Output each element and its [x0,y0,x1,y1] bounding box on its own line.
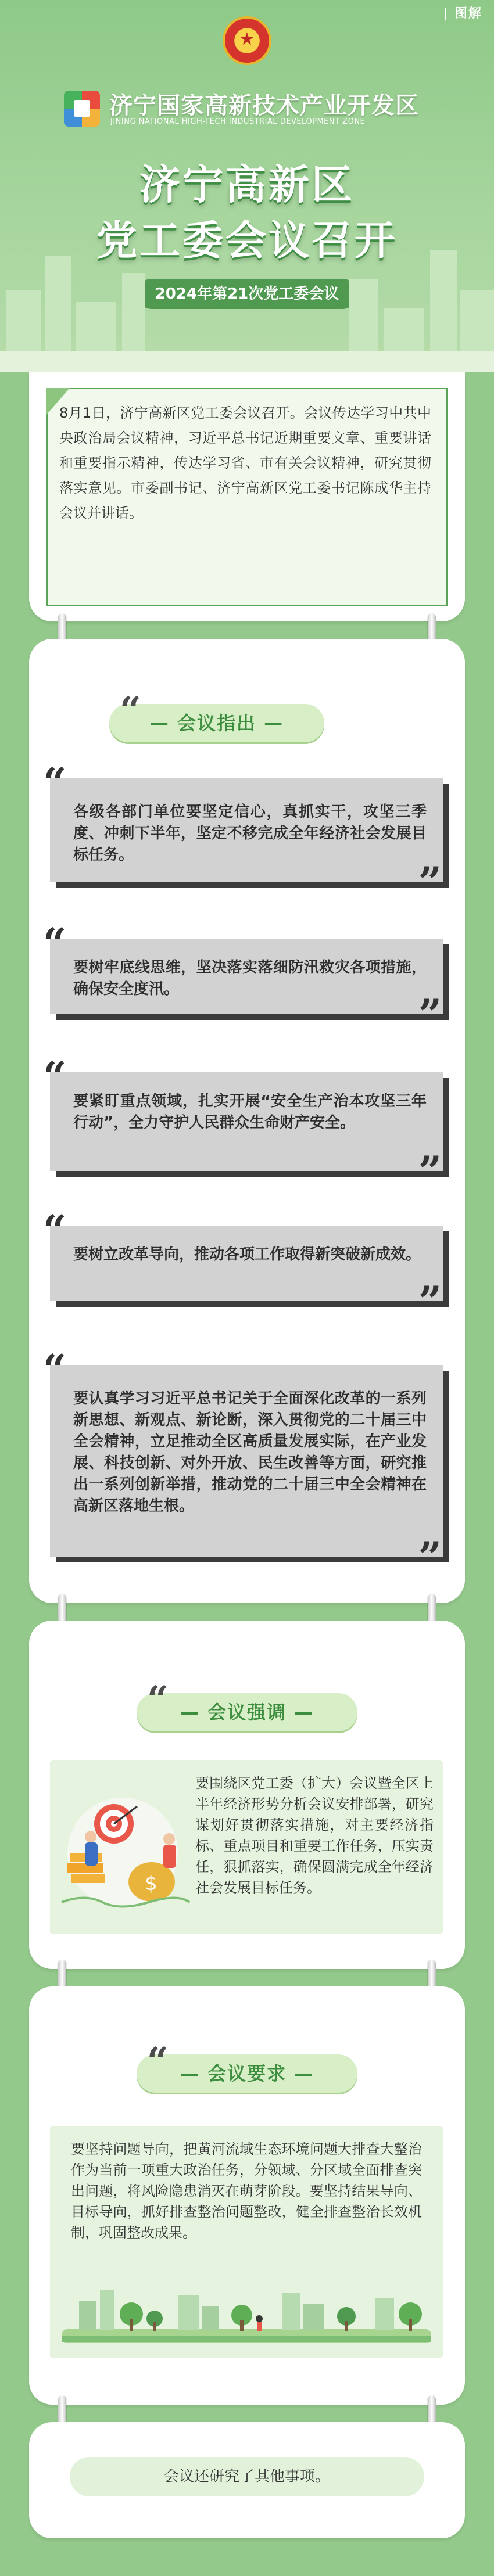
quote-text: 各级各部门单位要坚定信心，真抓实干，攻坚三季度、冲刺下半年，坚定不移完成全年经济社会发展目标任务。 [73,803,427,864]
content-box [50,2126,443,2358]
quote-open-icon: “ [43,759,67,807]
quote-open-icon: “ [43,1345,67,1393]
section-heading-text: — 会议强调 — [180,1701,314,1723]
section-heading-text: — 会议指出 — [149,712,284,734]
emblem-star: ★ [239,29,255,49]
quote-text: 要树立改革导向，推动各项工作取得新突破新成效。 [73,1246,421,1263]
quote-text: 要树牢底线思维，坚决落实落细防汛救灾各项措施，确保安全度汛。 [73,959,427,998]
quote-open-icon: “ [120,689,141,732]
quote-box [43,1052,443,1195]
content-text: 要围绕区党工委（扩大）会议暨全区上半年经济形势分析会议安排部署，研究谋划好贯彻落实措施，对主要经济指标、重点项目和重要工作任务，压实责任，狠抓落实，确保圆满完成全年经济社会发展目标任务。 [195,1775,434,1896]
quote-open-icon: “ [147,2039,169,2083]
quote-open-icon: “ [43,1052,67,1101]
quote-box [43,1206,443,1325]
header-banner [0,0,494,372]
section-heading-text: — 会议要求 — [180,2063,314,2085]
section-heading-emphasized [137,1678,357,1731]
quote-open-icon: “ [43,1206,67,1254]
quote-close-icon: ” [418,1147,442,1195]
section-heading-pointed-out [109,689,324,742]
quote-close-icon: ” [418,1533,442,1581]
quote-open-icon: “ [147,1678,169,1722]
organization-name-cn: 济宁国家高新技术产业开发区 [109,92,419,119]
city-landscape-illustration-icon [62,2278,431,2348]
content-text: 要坚持问题导向，把黄河流域生态环境问题大排查大整治作为当前一项重大政治任务，分领域、分区域全面排查突出问题，将风险隐患消灭在萌芽阶段。要坚持结果导向、目标导向，抓好排查整治问题整改，健全排查整治长效机制，巩固整改成果。 [71,2141,422,2241]
infographic-tag: | 图解 [443,6,482,21]
organization-logo [64,87,436,134]
meeting-subtitle: 2024年第21次党工委会议 [137,279,357,309]
quote-box [43,759,443,906]
business-illustration-icon [50,1783,195,1917]
svg-text:$: $ [145,1872,157,1895]
footer-text: 会议还研究了其他事项。 [70,2457,424,2496]
section-heading-requirements [137,2039,357,2093]
organization-name-en: JINING NATIONAL HIGH-TECH INDUSTRIAL DEVELOPMENT ZONE [110,117,366,126]
quote-close-icon: ” [418,990,442,1039]
quote-text: 要认真学习习近平总书记关于全面深化改革的一系列新思想、新观点、新论断，深入贯彻党的二十届三中全会精神，立足推动全区高质量发展实际，在产业发展、科技创新、对外开放、民生改善等方面，研究推出一系列创新举措，推动党的二十届三中全会精神在高新区落地生根。 [73,1390,427,1515]
quote-close-icon: ” [418,858,442,906]
national-emblem-icon [223,16,271,65]
page-title-line2: 党工委会议召开 [96,217,398,264]
zone-logo-icon [64,91,100,127]
quote-box [43,1345,443,1581]
content-box [50,1760,443,1934]
quote-close-icon: ” [418,1277,442,1325]
intro-text: 8月1日，济宁高新区党工委会议召开。会议传达学习中共中央政治局会议精神，习近平总书记近期重要文章、重要讲话和重要指示精神，传达学习省、市有关会议精神，研究贯彻落实意见。市委副书记、济宁高新区党工委书记陈成华主持会议并讲话。 [59,405,431,521]
quote-text: 要紧盯重点领域，扎实开展“安全生产治本攻坚三年行动”，全力守护人民群众生命财产安全。 [73,1093,427,1131]
quote-open-icon: “ [43,919,67,967]
page-title-line1: 济宁高新区 [139,161,355,209]
header-ground [0,351,494,372]
quote-box [43,919,443,1039]
